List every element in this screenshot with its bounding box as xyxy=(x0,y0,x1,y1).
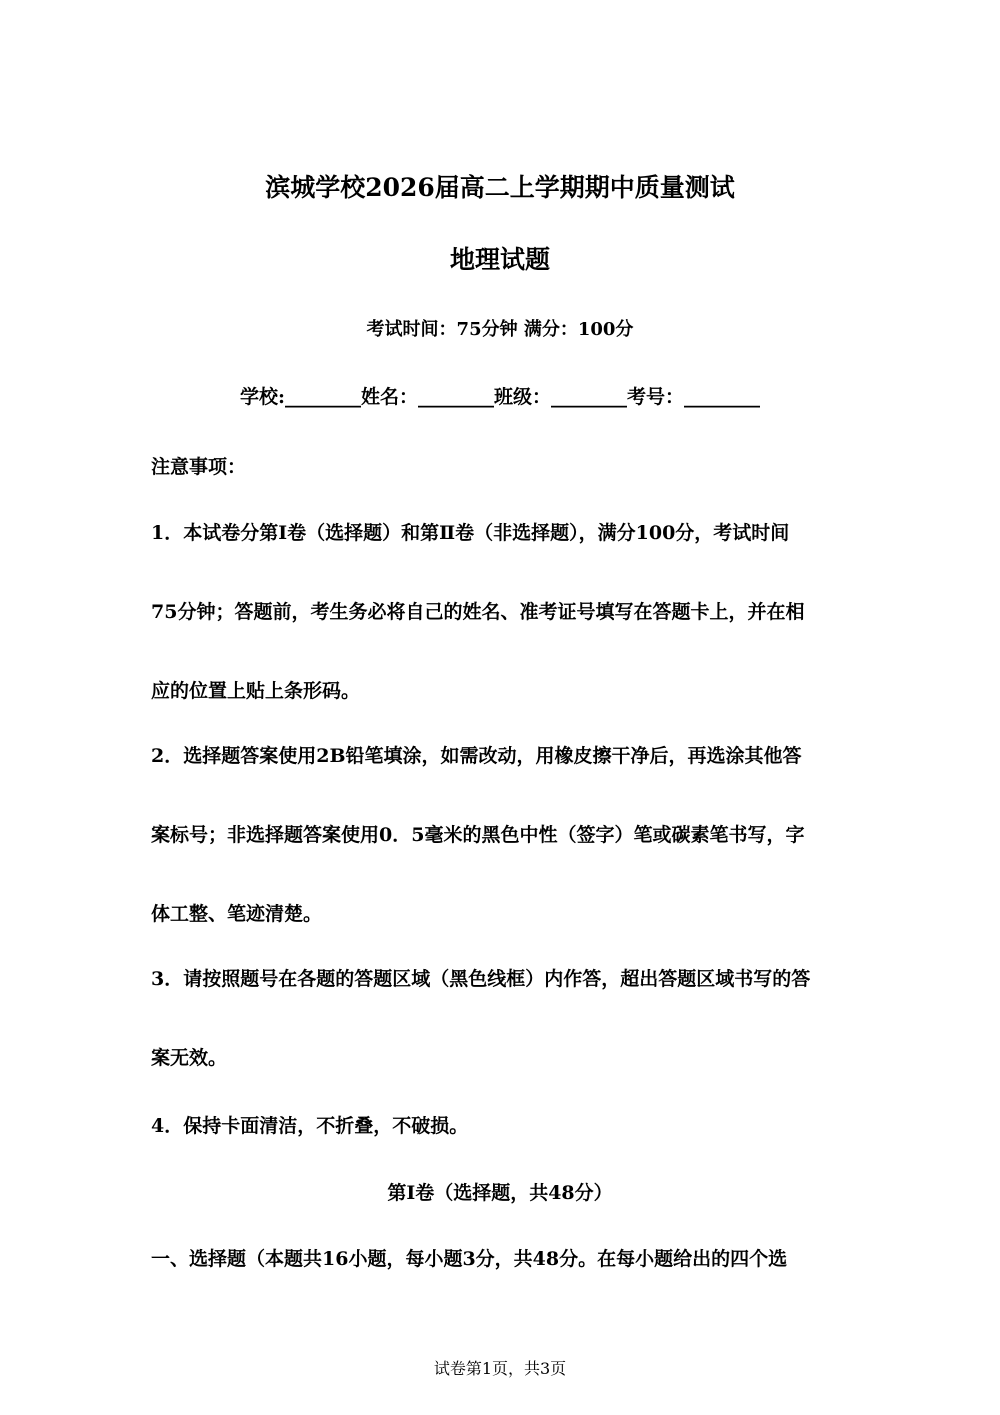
note-line: 2．选择题答案使用2B铅笔填涂，如需改动，用橡皮擦干净后，再选涂其他答 xyxy=(151,745,802,767)
exam-title: 滨城学校2026届高二上学期期中质量测试 xyxy=(265,173,735,202)
exam-subject: 地理试题 xyxy=(449,245,550,274)
page-number-footer: 试卷第1页，共3页 xyxy=(433,1359,567,1378)
note-line: 案无效。 xyxy=(151,1047,228,1069)
student-info-fields: 学校:________姓名：________班级：________考号：________ xyxy=(239,386,760,408)
note-line: 3．请按照题号在各题的答题区域（黑色线框）内作答，超出答题区域书写的答 xyxy=(151,968,811,990)
section-intro: 一、选择题（本题共16小题，每小题3分，共48分。在每小题给出的四个选 xyxy=(151,1248,788,1270)
note-line: 4．保持卡面清洁，不折叠，不破损。 xyxy=(151,1115,469,1137)
note-line: 体工整、笔迹清楚。 xyxy=(151,903,323,925)
note-line: 案标号；非选择题答案使用0．5毫米的黑色中性（签字）笔或碳素笔书写，字 xyxy=(151,824,805,846)
note-line: 应的位置上贴上条形码。 xyxy=(151,680,361,702)
note-line: 75分钟；答题前，考生务必将自己的姓名、准考证号填写在答题卡上，并在相 xyxy=(151,601,805,623)
section-heading: 第Ⅰ卷（选择题，共48分） xyxy=(387,1182,613,1204)
exam-time-and-score: 考试时间：75分钟 满分：100分 xyxy=(366,319,634,340)
notes-heading: 注意事项： xyxy=(151,456,247,478)
note-line: 1．本试卷分第Ⅰ卷（选择题）和第Ⅱ卷（非选择题），满分100分，考试时间 xyxy=(151,522,790,544)
